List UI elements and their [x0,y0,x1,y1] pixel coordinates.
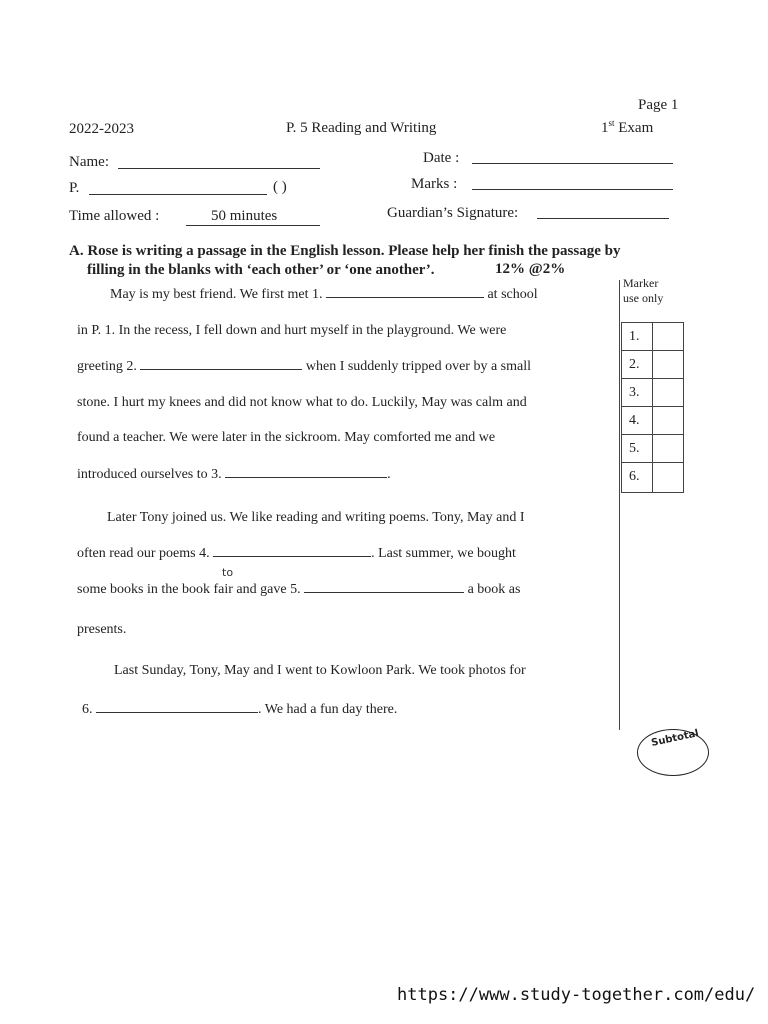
passage-line: stone. I hurt my knees and did not know what to do. Luckily, May was calm and [77,395,527,410]
date-field[interactable] [472,163,673,164]
exam-ordinal-suffix: st [608,118,615,128]
marker-box-label-1: 1. [621,322,653,351]
marker-box-label-5: 5. [621,434,653,463]
passage-line: greeting 2. when I suddenly tripped over by a small [77,359,531,374]
name-field[interactable] [118,168,320,169]
passage-line: introduced ourselves to 3. . [77,467,391,482]
time-allowed-value: 50 minutes [186,208,320,226]
date-label: Date : [423,150,460,166]
passage-line: some books in the book fair and gave 5. a book as [77,582,521,597]
answer-blank-1[interactable] [326,297,484,298]
marker-box-6[interactable] [652,462,684,493]
passage-line: Last Sunday, Tony, May and I went to Kowloon Park. We took photos for [114,663,526,678]
passage-line: 6. . We had a fun day there. [82,702,398,717]
section-a-instruction: A. Rose is writing a passage in the English lesson. Please help her finish the passage by [69,243,621,259]
passage-line: presents. [77,622,127,637]
subject-title: P. 5 Reading and Writing [286,120,437,136]
marker-box-5[interactable] [652,434,684,463]
marker-label: Marker [623,276,659,290]
passage-line: May is my best friend. We first met 1. at school [110,287,538,302]
time-allowed-label: Time allowed : [69,208,160,224]
passage-line: often read our poems 4. . Last summer, we bought [77,546,516,561]
marks-label: Marks : [411,176,458,192]
answer-blank-2[interactable] [140,369,302,370]
marker-box-2[interactable] [652,350,684,379]
class-field[interactable] [89,194,267,195]
class-label: P. [69,180,80,196]
guardian-signature-label: Guardian’s Signature: [387,205,519,221]
answer-blank-4[interactable] [213,556,371,557]
passage-line: Later Tony joined us. We like reading and writing poems. Tony, May and I [107,510,525,525]
name-label: Name: [69,154,109,170]
marker-divider [619,280,620,730]
marker-box-3[interactable] [652,378,684,407]
answer-blank-3[interactable] [225,477,387,478]
answer-blank-6[interactable] [96,712,258,713]
marker-box-label-3: 3. [621,378,653,407]
marker-label-2: use only [623,291,664,305]
handwritten-note: to [222,566,234,579]
page-number: Page 1 [638,97,679,113]
marker-box-label-2: 2. [621,350,653,379]
marker-box-1[interactable] [652,322,684,351]
class-number-paren[interactable]: ( ) [273,179,287,195]
marker-box-label-6: 6. [621,462,653,493]
marker-box-label-4: 4. [621,406,653,435]
answer-blank-5[interactable] [304,592,464,593]
footer-url[interactable]: https://www.study-together.com/edu/ [397,985,756,1005]
marks-field[interactable] [472,189,673,190]
section-a-instruction-cont: filling in the blanks with ‘each other’ or ‘one another’. [87,262,435,278]
passage-line: in P. 1. In the recess, I fell down and hurt myself in the playground. We were [77,323,507,338]
exam-title [601,118,653,137]
section-a-marks: 12% @2% [495,261,566,277]
guardian-signature-field[interactable] [537,218,669,219]
marker-box-4[interactable] [652,406,684,435]
exam-word: Exam [614,120,654,136]
passage-line: found a teacher. We were later in the sickroom. May comforted me and we [77,430,496,445]
school-year: 2022-2023 [69,121,134,137]
exam-ordinal: 1 [601,120,609,136]
subtotal-label: Subtotal [650,728,700,749]
